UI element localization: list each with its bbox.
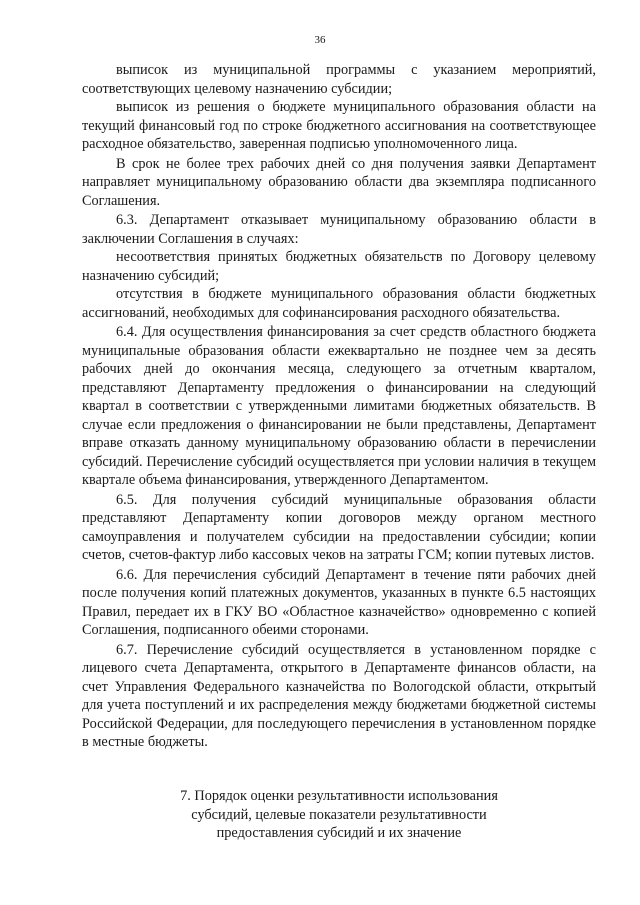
paragraph-6-6: 6.6. Для перечисления субсидий Департамент в течение пяти рабочих дней после получения копий платежных документов, указанных в пункте 6.5 настоящих Правил, передает их в ГКУ ВО «Областное казначейство» одновременно с копией Соглашения, подписанного обеими сторонами. <box>82 566 596 638</box>
section-7-heading <box>82 787 596 843</box>
document-body <box>82 61 596 752</box>
paragraph-6-4: 6.4. Для осуществления финансирования за счет средств областного бюджета муниципальные образования области ежеквартально не позднее чем за десять рабочих дней до окончания месяца, следующего за отчетным кварталом, представляют Департаменту предложения о финансировании на следующий квартал в соответствии с утвержденными лимитами бюджетных обязательств. В случае если предложения о финансировании не были представлены, Департамент вправе отказать данному муниципальному образованию области в перечислении субсидий. Перечисление субсидий осуществляется при условии наличия в текущем квартале объема финансирования, утвержденного Департаментом. <box>82 324 596 488</box>
section-title-line: 7. Порядок оценки результативности использования <box>180 788 498 804</box>
paragraph-6-7: 6.7. Перечисление субсидий осуществляется в установленном порядке с лицевого счета Департамента, открытого в Департаменте финансов области, на счет Управления Федерального казначейства по Вологодской области, открытый для учета поступлений и их распределения между бюджетами бюджетной системы Российской Федерации, для последующего перечисления в установленном порядке в местные бюджеты. <box>82 641 596 750</box>
paragraph-6-3: 6.3. Департамент отказывает муниципальному образованию области в заключении Соглашения в случаях: <box>82 212 596 247</box>
paragraph-program-extract: выписок из муниципальной программы с указанием мероприятий, соответствующих целевому назначению субсидии; <box>82 62 596 97</box>
paragraph-agreement-term: В срок не более трех рабочих дней со дня получения заявки Департамент направляет муниципальному образованию области два экземпляра подписанного Соглашения. <box>82 155 596 209</box>
section-title-line: субсидий, целевые показатели результативности <box>191 806 487 823</box>
paragraph-budget-extract: выписок из решения о бюджете муниципального образования области на текущий финансовый год по строке бюджетного ассигнования на соответствующее расходное обязательство, заверенная подписью уполномоченного лица. <box>82 99 596 152</box>
paragraph-6-5: 6.5. Для получения субсидий муниципальные образования области представляют Департаменту копии договоров между органом местного самоуправления и получателем субсидии на предоставлении субсидии; копии счетов, счетов-фактур либо кассовых чеков на затраты ГСМ; копии путевых листов. <box>82 491 596 563</box>
page-number: 36 <box>314 34 326 46</box>
paragraph-6-3-case-2: отсутствия в бюджете муниципального образования области бюджетных ассигнований, необходимых для софинансирования расходного обязательства. <box>82 286 596 321</box>
section-title-line: предоставления субсидий и их значение <box>216 825 462 841</box>
paragraph-6-3-case-1: несоответствия принятых бюджетных обязательств по Договору целевому назначению субсидий; <box>82 249 596 284</box>
